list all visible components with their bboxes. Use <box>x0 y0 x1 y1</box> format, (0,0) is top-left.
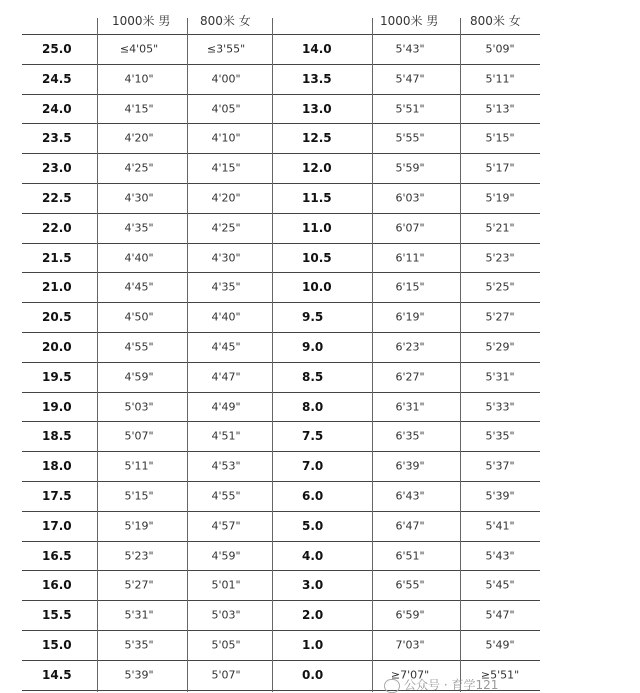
left-1000m-time-cell: 5'31" <box>124 608 154 622</box>
right-800m-time-cell: 5'15" <box>485 131 515 145</box>
left-800m-time-cell: 4'05" <box>211 102 241 116</box>
left-800m-time-cell: 4'59" <box>211 549 241 563</box>
right-1000m-time-cell: 5'51" <box>395 102 425 116</box>
header-right-1000m: 1000米 男 <box>380 14 439 28</box>
left-score-cell: 22.5 <box>42 191 72 205</box>
right-score-cell: 3.0 <box>302 578 324 593</box>
right-1000m-time-cell: 6'19" <box>395 310 425 324</box>
left-800m-time-cell: 4'47" <box>211 370 241 384</box>
right-800m-time-cell: 5'31" <box>485 370 515 384</box>
header-left-800m: 800米 女 <box>200 14 251 28</box>
left-1000m-time-cell: 4'30" <box>124 191 154 205</box>
left-1000m-time-cell: ≤4'05" <box>119 42 159 56</box>
left-800m-time-cell: 4'00" <box>211 72 241 86</box>
left-score-cell: 15.5 <box>42 608 72 623</box>
left-800m-time-cell: 4'57" <box>211 519 241 533</box>
row-divider <box>22 272 540 273</box>
left-score-cell: 18.0 <box>42 459 72 474</box>
left-1000m-time-cell: 4'59" <box>124 370 154 384</box>
left-800m-time-cell: 4'40" <box>211 310 241 324</box>
left-1000m-time-cell: 5'23" <box>124 549 154 563</box>
right-score-cell: 7.0 <box>302 459 324 474</box>
left-800m-time-cell: 4'53" <box>211 459 241 473</box>
left-score-cell: 15.0 <box>42 638 72 652</box>
left-800m-time-cell: 5'07" <box>211 668 241 682</box>
column-divider <box>460 18 461 692</box>
right-800m-time-cell: 5'35" <box>485 429 515 443</box>
row-divider <box>22 213 540 214</box>
right-1000m-time-cell: 5'43" <box>395 42 425 56</box>
right-1000m-time-cell: 6'07" <box>395 221 425 235</box>
right-1000m-time-cell: 6'47" <box>395 519 425 533</box>
right-800m-time-cell: 5'19" <box>485 191 515 205</box>
left-1000m-time-cell: 5'27" <box>124 578 154 592</box>
left-1000m-time-cell: 4'20" <box>124 131 154 145</box>
left-1000m-time-cell: 5'15" <box>124 489 154 503</box>
left-score-cell: 18.5 <box>42 429 72 444</box>
left-1000m-time-cell: 4'15" <box>124 102 154 116</box>
right-score-cell: 14.0 <box>302 42 332 56</box>
right-score-cell: 12.0 <box>302 161 332 176</box>
left-score-cell: 22.0 <box>42 220 72 235</box>
left-score-cell: 16.5 <box>42 548 72 563</box>
row-divider <box>22 243 540 244</box>
left-score-cell: 25.0 <box>42 42 72 56</box>
right-score-cell: 10.5 <box>302 250 332 265</box>
left-score-cell: 14.5 <box>42 667 72 682</box>
right-800m-time-cell: 5'17" <box>485 161 515 175</box>
row-divider <box>22 660 540 661</box>
right-800m-time-cell: 5'43" <box>485 549 515 563</box>
row-divider <box>22 600 540 601</box>
row-divider <box>22 34 540 35</box>
row-divider <box>22 123 540 124</box>
column-divider <box>187 18 188 692</box>
right-800m-time-cell: 5'11" <box>485 72 515 86</box>
right-1000m-time-cell: 6'31" <box>395 400 425 414</box>
right-1000m-time-cell: 6'27" <box>395 370 425 384</box>
left-800m-time-cell: 4'45" <box>211 340 241 354</box>
left-1000m-time-cell: 4'25" <box>124 161 154 175</box>
right-score-cell: 11.0 <box>302 220 332 235</box>
column-divider <box>272 18 273 692</box>
right-1000m-time-cell: 5'47" <box>395 72 425 86</box>
right-score-cell: 5.0 <box>302 518 324 533</box>
row-divider <box>22 362 540 363</box>
row-divider <box>22 392 540 393</box>
row-divider <box>22 153 540 154</box>
right-score-cell: 6.0 <box>302 489 324 503</box>
right-800m-time-cell: 5'13" <box>485 102 515 116</box>
row-divider <box>22 64 540 65</box>
left-800m-time-cell: 4'51" <box>211 429 241 443</box>
row-divider <box>22 511 540 512</box>
right-800m-time-cell: 5'39" <box>485 489 515 503</box>
left-score-cell: 24.5 <box>42 71 72 86</box>
left-score-cell: 20.5 <box>42 310 72 325</box>
left-800m-time-cell: 4'55" <box>211 489 241 503</box>
left-800m-time-cell: 4'20" <box>211 191 241 205</box>
row-divider <box>22 451 540 452</box>
right-1000m-time-cell: 7'03" <box>395 638 425 652</box>
left-score-cell: 23.5 <box>42 131 72 146</box>
left-800m-time-cell: 4'25" <box>211 221 241 235</box>
left-800m-time-cell: 5'01" <box>211 578 241 592</box>
left-1000m-time-cell: 4'10" <box>124 72 154 86</box>
row-divider <box>22 183 540 184</box>
right-1000m-time-cell: 6'43" <box>395 489 425 503</box>
left-score-cell: 23.0 <box>42 161 72 176</box>
left-1000m-time-cell: 4'35" <box>124 221 154 235</box>
left-1000m-time-cell: 5'35" <box>124 638 154 652</box>
right-800m-time-cell: 5'33" <box>485 400 515 414</box>
left-800m-time-cell: 5'05" <box>211 638 241 652</box>
row-divider <box>22 332 540 333</box>
left-1000m-time-cell: 4'45" <box>124 280 154 294</box>
right-score-cell: 11.5 <box>302 191 332 205</box>
row-divider <box>22 421 540 422</box>
left-800m-time-cell: 4'10" <box>211 131 241 145</box>
right-score-cell: 9.0 <box>302 340 324 354</box>
left-800m-time-cell: 4'30" <box>211 251 241 265</box>
left-score-cell: 16.0 <box>42 578 72 593</box>
row-divider <box>22 94 540 95</box>
right-800m-time-cell: 5'29" <box>485 340 515 354</box>
left-1000m-time-cell: 5'11" <box>124 459 154 473</box>
row-divider <box>22 541 540 542</box>
left-score-cell: 20.0 <box>42 340 72 354</box>
row-divider <box>22 302 540 303</box>
right-800m-time-cell: 5'37" <box>485 459 515 473</box>
header-left-1000m: 1000米 男 <box>112 14 171 28</box>
right-1000m-time-cell: 6'39" <box>395 459 425 473</box>
left-1000m-time-cell: 4'40" <box>124 251 154 265</box>
right-score-cell: 12.5 <box>302 131 332 146</box>
right-score-cell: 8.0 <box>302 399 324 414</box>
row-divider <box>22 570 540 571</box>
right-800m-time-cell: 5'41" <box>485 519 515 533</box>
right-800m-time-cell: 5'27" <box>485 310 515 324</box>
right-1000m-time-cell: 6'11" <box>395 251 425 265</box>
left-800m-time-cell: ≤3'55" <box>206 42 246 56</box>
right-score-cell: 8.5 <box>302 369 324 384</box>
right-800m-time-cell: 5'21" <box>485 221 515 235</box>
right-800m-time-cell: 5'09" <box>485 42 515 56</box>
left-1000m-time-cell: 4'50" <box>124 310 154 324</box>
left-1000m-time-cell: 5'19" <box>124 519 154 533</box>
left-1000m-time-cell: 5'07" <box>124 429 154 443</box>
right-800m-time-cell: ≥5'51" <box>480 668 520 682</box>
header-right-800m: 800米 女 <box>470 14 521 28</box>
right-1000m-time-cell: 6'03" <box>395 191 425 205</box>
right-1000m-time-cell: 6'35" <box>395 429 425 443</box>
left-800m-time-cell: 4'49" <box>211 400 241 414</box>
column-divider <box>372 18 373 692</box>
left-score-cell: 21.0 <box>42 280 72 295</box>
column-divider <box>97 18 98 692</box>
left-score-cell: 19.0 <box>42 399 72 414</box>
right-score-cell: 13.0 <box>302 101 332 116</box>
right-score-cell: 13.5 <box>302 71 332 86</box>
left-score-cell: 21.5 <box>42 250 72 265</box>
watermark <box>384 676 498 693</box>
right-1000m-time-cell: 6'59" <box>395 608 425 622</box>
left-score-cell: 17.0 <box>42 518 72 533</box>
right-score-cell: 10.0 <box>302 280 332 295</box>
right-800m-time-cell: 5'25" <box>485 280 515 294</box>
left-800m-time-cell: 5'03" <box>211 608 241 622</box>
left-1000m-time-cell: 4'55" <box>124 340 154 354</box>
right-800m-time-cell: 5'23" <box>485 251 515 265</box>
right-1000m-time-cell: 5'55" <box>395 131 425 145</box>
left-800m-time-cell: 4'35" <box>211 280 241 294</box>
left-score-cell: 24.0 <box>42 101 72 116</box>
left-score-cell: 19.5 <box>42 369 72 384</box>
right-1000m-time-cell: 6'23" <box>395 340 425 354</box>
left-score-cell: 17.5 <box>42 489 72 503</box>
row-divider <box>22 630 540 631</box>
watermark-text: 公众号 · 育学121 <box>404 678 499 692</box>
right-score-cell: 2.0 <box>302 608 324 623</box>
right-1000m-time-cell: 6'51" <box>395 549 425 563</box>
right-score-cell: 7.5 <box>302 429 324 444</box>
left-1000m-time-cell: 5'03" <box>124 400 154 414</box>
wechat-icon <box>384 679 400 693</box>
right-score-cell: 0.0 <box>302 667 324 682</box>
left-1000m-time-cell: 5'39" <box>124 668 154 682</box>
right-800m-time-cell: 5'45" <box>485 578 515 592</box>
right-1000m-time-cell: 6'55" <box>395 578 425 592</box>
right-score-cell: 9.5 <box>302 310 324 325</box>
right-800m-time-cell: 5'47" <box>485 608 515 622</box>
right-score-cell: 4.0 <box>302 548 324 563</box>
row-divider <box>22 481 540 482</box>
right-1000m-time-cell: 5'59" <box>395 161 425 175</box>
right-800m-time-cell: 5'49" <box>485 638 515 652</box>
right-score-cell: 1.0 <box>302 638 324 652</box>
right-1000m-time-cell: 6'15" <box>395 280 425 294</box>
left-800m-time-cell: 4'15" <box>211 161 241 175</box>
right-1000m-time-cell: ≥7'07" <box>390 668 430 682</box>
